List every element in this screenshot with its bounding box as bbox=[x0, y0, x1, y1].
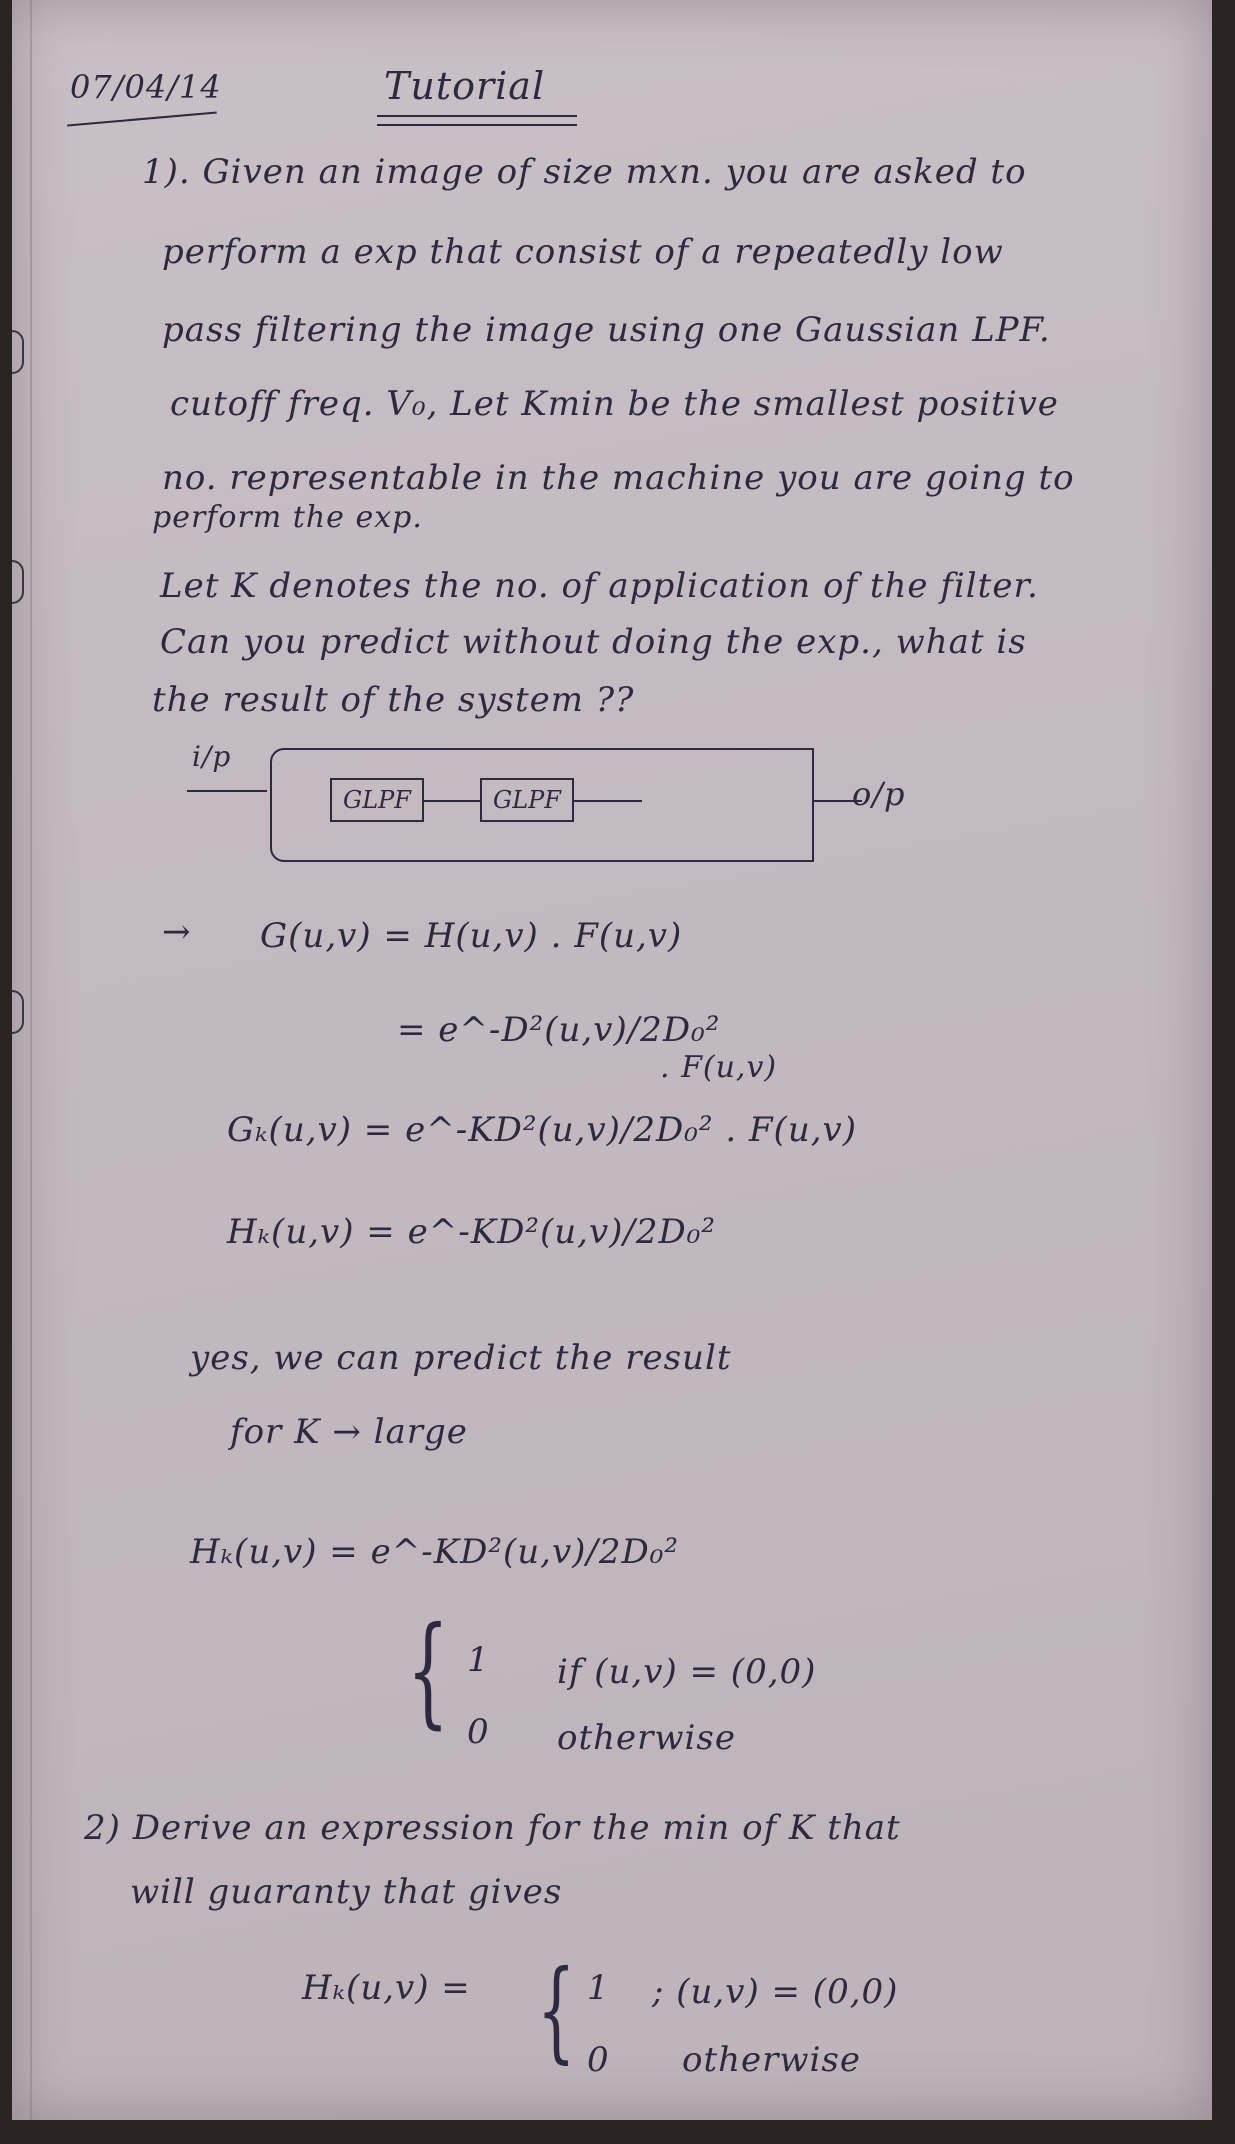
date: 07/04/14 bbox=[70, 68, 222, 106]
q2-equation: Hₖ(u,v) = bbox=[302, 1968, 471, 2008]
case-condition: otherwise bbox=[557, 1718, 736, 1758]
binding-hole bbox=[12, 990, 24, 1034]
case-value: 0 bbox=[587, 2040, 610, 2080]
derivation-arrow: → bbox=[162, 912, 192, 952]
answer-line: for K → large bbox=[230, 1412, 468, 1452]
case-value: 1 bbox=[467, 1640, 490, 1680]
glpf-block-2: GLPF bbox=[480, 778, 574, 822]
equation-g-expanded-f: . F(u,v) bbox=[660, 1050, 778, 1085]
q1-line: cutoff freq. V₀, Let Kmin be the smallest positive bbox=[170, 384, 1059, 424]
equation-g: G(u,v) = H(u,v) . F(u,v) bbox=[260, 916, 683, 956]
block-connector bbox=[422, 800, 480, 802]
case-condition: ; (u,v) = (0,0) bbox=[652, 1972, 899, 2012]
case-value: 1 bbox=[587, 1968, 610, 2008]
diagram-output-label: o/p bbox=[852, 775, 906, 813]
q1-line: perform a exp that consist of a repeatedly low bbox=[162, 232, 1004, 272]
q1-line: 1). Given an image of size mxn. you are asked to bbox=[142, 152, 1027, 192]
title-underline-2 bbox=[377, 124, 577, 126]
brace-symbol: { bbox=[537, 1946, 576, 2074]
q1-line: no. representable in the machine you are going to bbox=[162, 458, 1075, 498]
equation-g-expanded: = e^-D²(u,v)/2D₀² bbox=[397, 1010, 721, 1050]
q2-line: 2) Derive an expression for the min of K that bbox=[84, 1808, 901, 1848]
case-condition: otherwise bbox=[682, 2040, 861, 2080]
q1-line: the result of the system ?? bbox=[152, 680, 635, 720]
binding-hole bbox=[12, 560, 24, 604]
input-arrow bbox=[187, 790, 267, 792]
binding-hole bbox=[12, 330, 24, 374]
case-value: 0 bbox=[467, 1712, 490, 1752]
notebook-page bbox=[12, 0, 1212, 2120]
brace-symbol: { bbox=[407, 1602, 449, 1741]
q2-line: will guaranty that gives bbox=[130, 1872, 563, 1912]
q1-line: Can you predict without doing the exp., what is bbox=[160, 622, 1027, 662]
date-underline bbox=[67, 111, 217, 126]
page-title: Tutorial bbox=[384, 64, 546, 108]
equation-hk-large: Hₖ(u,v) = e^-KD²(u,v)/2D₀² bbox=[190, 1532, 680, 1572]
q1-line: Let K denotes the no. of application of the filter. bbox=[160, 566, 1039, 606]
q1-line: perform the exp. bbox=[152, 500, 423, 535]
equation-hk: Hₖ(u,v) = e^-KD²(u,v)/2D₀² bbox=[227, 1212, 717, 1252]
margin-line bbox=[30, 0, 32, 2120]
diagram-input-label: i/p bbox=[192, 740, 232, 773]
equation-gk: Gₖ(u,v) = e^-KD²(u,v)/2D₀² . F(u,v) bbox=[227, 1110, 857, 1150]
answer-line: yes, we can predict the result bbox=[190, 1338, 732, 1378]
block-connector bbox=[572, 800, 642, 802]
case-condition: if (u,v) = (0,0) bbox=[557, 1652, 817, 1692]
title-underline bbox=[377, 115, 577, 117]
glpf-block-1: GLPF bbox=[330, 778, 424, 822]
q1-line: pass filtering the image using one Gaussian LPF. bbox=[162, 310, 1051, 350]
